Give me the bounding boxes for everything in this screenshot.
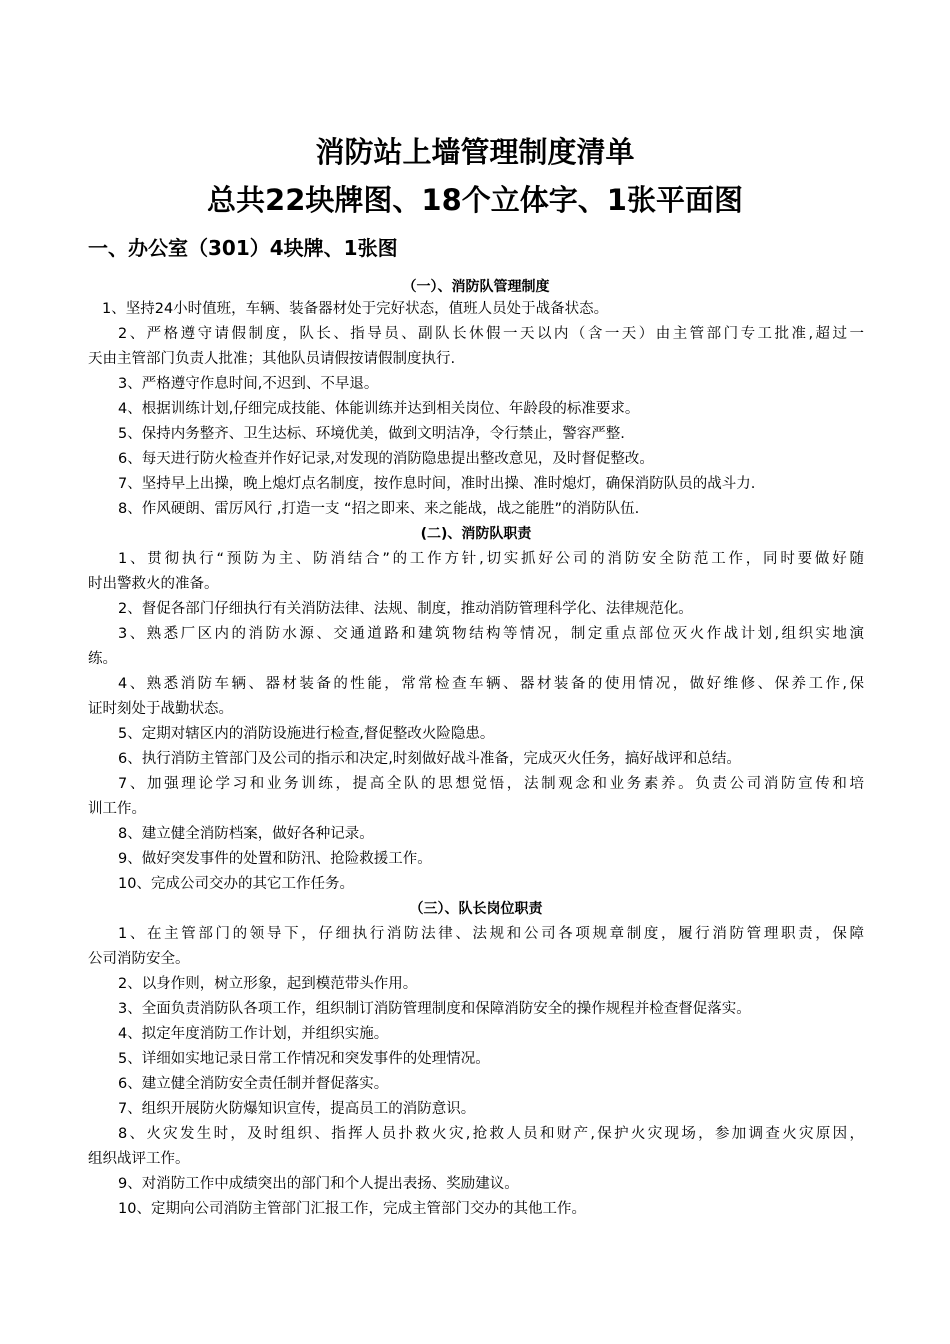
paragraph-line: 5、保持内务整齐、卫生达标、环境优美，做到文明洁净，令行禁止，警容严整. bbox=[118, 426, 625, 442]
paragraph-line: 组织战评工作。 bbox=[88, 1151, 190, 1167]
paragraph-line: 证时刻处于战勤状态。 bbox=[88, 701, 233, 717]
paragraph-line: 7、加强理论学习和业务训练，提高全队的思想觉悟，法制观念和业务素养。负责公司消防宣传和培 bbox=[118, 776, 864, 792]
paragraph-line: 3、熟悉厂区内的消防水源、交通道路和建筑物结构等情况，制定重点部位灭火作战计划,组织实地演 bbox=[118, 626, 864, 642]
subheading-fire-team-rules: （一）、消防队管理制度 bbox=[402, 279, 550, 295]
paragraph-line: 公司消防安全。 bbox=[88, 951, 190, 967]
paragraph-line: 2、督促各部门仔细执行有关消防法律、法规、制度，推动消防管理科学化、法律规范化。 bbox=[118, 601, 693, 617]
paragraph-line: 1、贯彻执行“预防为主、防消结合”的工作方针,切实抓好公司的消防安全防范工作，同时要做好随 bbox=[118, 551, 864, 567]
document-subtitle: 总共22块牌图、18个立体字、1张平面图 bbox=[207, 183, 743, 217]
paragraph-line: 4、熟悉消防车辆、器材装备的性能，常常检查车辆、器材装备的使用情况，做好维修、保养工作,保 bbox=[118, 676, 864, 692]
paragraph-line: 天由主管部门负责人批准；其他队员请假按请假制度执行. bbox=[88, 351, 456, 367]
paragraph-line: 1、在主管部门的领导下，仔细执行消防法律、法规和公司各项规章制度，履行消防管理职责，保障 bbox=[118, 926, 864, 942]
paragraph-line: 8、作风硬朗、雷厉风行 ,打造一支 “招之即来、来之能战，战之能胜”的消防队伍. bbox=[118, 501, 640, 517]
paragraph-line: 8、火灾发生时，及时组织、指挥人员扑救火灾,抢救人员和财产,保护火灾现场，参加调查火灾原因， bbox=[118, 1126, 864, 1142]
paragraph-line: 5、定期对辖区内的消防设施进行检查,督促整改火险隐患。 bbox=[118, 726, 495, 742]
paragraph-line: 6、每天进行防火检查并作好记录,对发现的消防隐患提出整改意见，及时督促整改。 bbox=[118, 451, 654, 467]
paragraph-line: 9、做好突发事件的处置和防汛、抢险救援工作。 bbox=[118, 851, 432, 867]
paragraph-line: 6、执行消防主管部门及公司的指示和决定,时刻做好战斗准备，完成灭火任务，搞好战评和总结。 bbox=[118, 751, 741, 767]
paragraph-line: 10、完成公司交办的其它工作任务。 bbox=[118, 876, 354, 892]
section-heading-office: 一、办公室（301）4块牌、1张图 bbox=[88, 236, 398, 260]
paragraph-line: 2、严格遵守请假制度，队长、指导员、副队长休假一天以内（含一天）由主管部门专工批准,超过一 bbox=[118, 326, 864, 342]
paragraph-line: 7、坚持早上出操，晚上熄灯点名制度，按作息时间，准时出操、准时熄灯，确保消防队员的战斗力. bbox=[118, 476, 756, 492]
paragraph-line: 9、对消防工作中成绩突出的部门和个人提出表扬、奖励建议。 bbox=[118, 1176, 519, 1192]
paragraph-line: 时出警救火的准备。 bbox=[88, 576, 219, 592]
paragraph-line: 训工作。 bbox=[88, 801, 146, 817]
paragraph-line: 6、建立健全消防安全责任制并督促落实。 bbox=[118, 1076, 389, 1092]
subheading-captain-duties: （三）、队长岗位职责 bbox=[409, 901, 543, 917]
paragraph-line: 1、坚持24小时值班，车辆、装备器材处于完好状态，值班人员处于战备状态。 bbox=[102, 301, 609, 317]
subheading-fire-team-duties: (二)、消防队职责 bbox=[420, 526, 532, 542]
paragraph-line: 4、根据训练计划,仔细完成技能、体能训练并达到相关岗位、年龄段的标准要求。 bbox=[118, 401, 640, 417]
document-title: 消防站上墙管理制度清单 bbox=[315, 135, 635, 169]
paragraph-line: 3、严格遵守作息时间,不迟到、不早退。 bbox=[118, 376, 379, 392]
paragraph-line: 4、拟定年度消防工作计划，并组织实施。 bbox=[118, 1026, 389, 1042]
paragraph-line: 7、组织开展防火防爆知识宣传，提高员工的消防意识。 bbox=[118, 1101, 476, 1117]
paragraph-line: 5、详细如实地记录日常工作情况和突发事件的处理情况。 bbox=[118, 1051, 490, 1067]
paragraph-line: 10、定期向公司消防主管部门汇报工作，完成主管部门交办的其他工作。 bbox=[118, 1201, 586, 1217]
paragraph-line: 3、全面负责消防队各项工作，组织制订消防管理制度和保障消防安全的操作规程并检查督促落实。 bbox=[118, 1001, 751, 1017]
paragraph-line: 练。 bbox=[88, 651, 117, 667]
paragraph-line: 8、建立健全消防档案，做好各种记录。 bbox=[118, 826, 374, 842]
paragraph-line: 2、以身作则，树立形象，起到模范带头作用。 bbox=[118, 976, 418, 992]
